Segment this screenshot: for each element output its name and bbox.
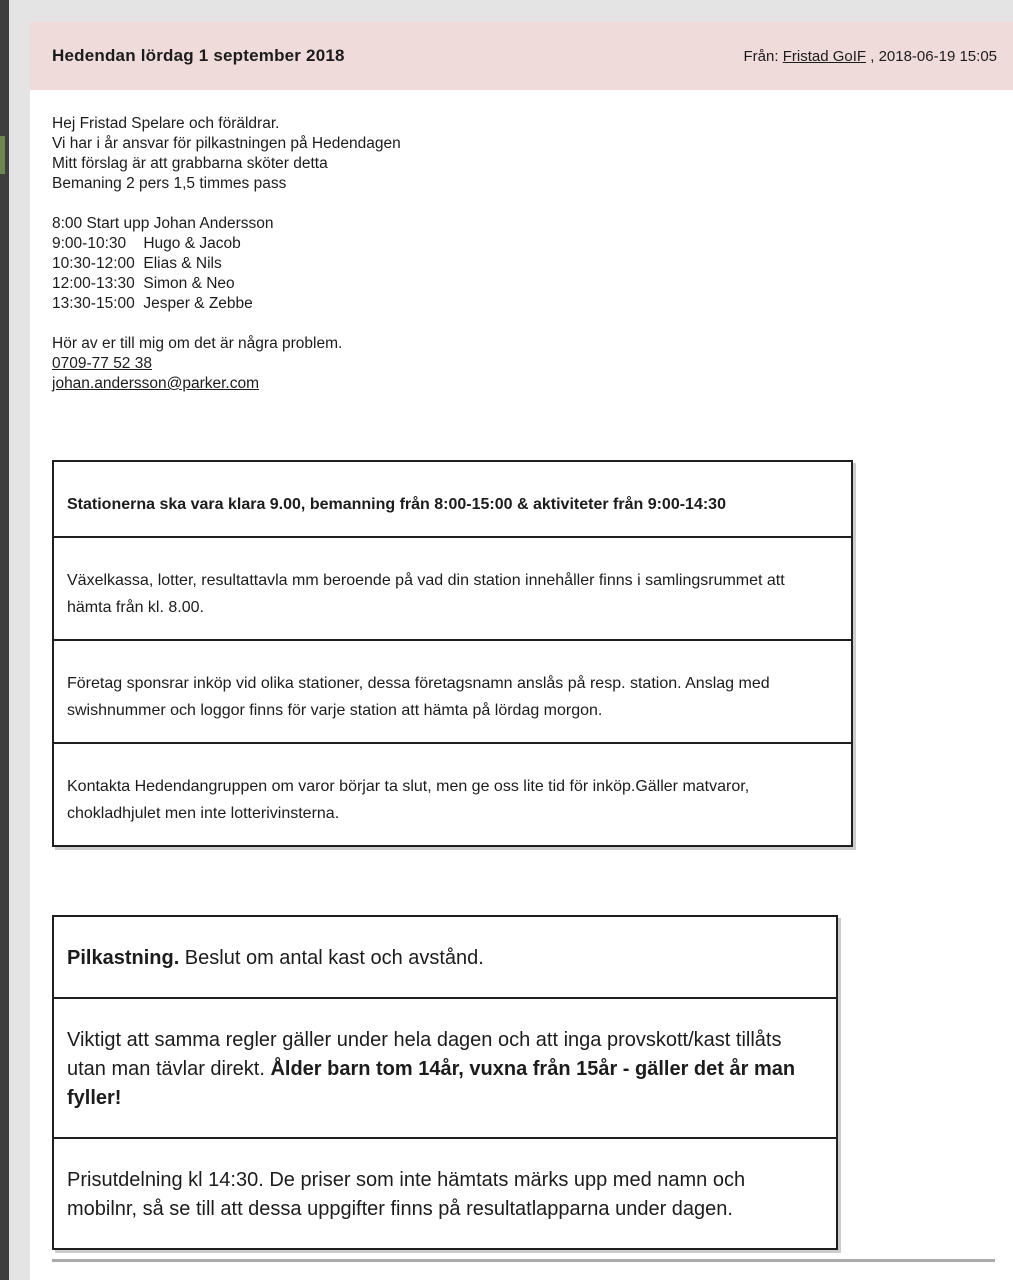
schedule-paragraph xyxy=(52,214,993,314)
sent-datetime: , 2018-06-19 15:05 xyxy=(866,47,997,65)
info-box-sponsors: Företag sponsrar inköp vid olika stationer, dessa företagsnamn anslås på resp. station. Anslag med swishnummer och loggor finns för varje station att hämta på lördag morgon. xyxy=(54,641,851,744)
schedule-line: 10:30-12:00 Elias & Nils xyxy=(52,255,222,272)
schedule-line: 12:00-13:30 Simon & Neo xyxy=(52,275,235,292)
schedule-line: 8:00 Start upp Johan Andersson xyxy=(52,215,274,232)
sender-link[interactable]: Fristad GoIF xyxy=(782,47,867,65)
intro-paragraph xyxy=(52,114,993,194)
pilkastning-title-box xyxy=(54,917,836,999)
rules-text: Viktigt att samma regler gäller under hela dagen och att inga provskott/kast tillåts utan man tävlar direkt. xyxy=(67,1029,782,1080)
pilkastning-title-rest: Beslut om antal kast och avstånd. xyxy=(179,947,484,969)
left-edge-bar xyxy=(0,0,9,1280)
contact-paragraph xyxy=(52,334,993,394)
email-header xyxy=(30,22,1013,90)
info-box-restock: Kontakta Hedendangruppen om varor börjar ta slut, men ge oss lite tid för inköp.Gäller matvaror, chokladhjulet men inte lotterivinsterna. xyxy=(67,778,750,822)
from-label: Från: xyxy=(743,47,783,65)
rules-age-bold: Ålder barn tom 14år, vuxna från 15år - gäller det år man fyller! xyxy=(67,1058,796,1109)
next-section-top-edge xyxy=(52,1259,995,1262)
phone-link[interactable]: 0709-77 52 38 xyxy=(52,355,152,372)
schedule-line: 13:30-15:00 Jesper & Zebbe xyxy=(52,295,253,312)
intro-line: Bemaning 2 pers 1,5 timmes pass xyxy=(52,175,287,192)
schedule-line: 9:00-10:30 Hugo & Jacob xyxy=(52,235,241,252)
email-message-card xyxy=(30,22,1013,1280)
pilkastning-box-group xyxy=(52,915,838,1250)
station-info-box-group xyxy=(52,460,853,847)
intro-line: Vi har i år ansvar för pilkastningen på Hedendagen xyxy=(52,135,401,152)
info-box-vaxelkassa: Växelkassa, lotter, resultattavla mm beroende på vad din station innehåller finns i samlingsrummet att hämta från kl. 8.00. xyxy=(54,538,851,641)
pilkastning-bold-label: Pilkastning. xyxy=(67,947,180,969)
email-subject-title: Hedendan lördag 1 september 2018 xyxy=(52,46,345,65)
email-body xyxy=(30,90,1013,1262)
intro-line: Mitt förslag är att grabbarna sköter detta xyxy=(52,155,328,172)
email-link[interactable]: johan.andersson@parker.com xyxy=(52,375,260,392)
pilkastning-rules-box xyxy=(54,999,836,1139)
info-box-stations-hours: Stationerna ska vara klara 9.00, bemanning från 8:00-15:00 & aktiviteter från 9:00-14:30 xyxy=(54,462,851,538)
intro-line: Hej Fristad Spelare och föräldrar. xyxy=(52,115,280,132)
email-meta xyxy=(744,48,997,65)
scroll-indicator[interactable] xyxy=(0,136,5,174)
outro-line: Hör av er till mig om det är några problem. xyxy=(52,335,343,352)
pilkastning-prize-box: Prisutdelning kl 14:30. De priser som inte hämtats märks upp med namn och mobilnr, så se till att dessa uppgifter finns på resultatlapparna under dagen. xyxy=(67,1169,746,1220)
